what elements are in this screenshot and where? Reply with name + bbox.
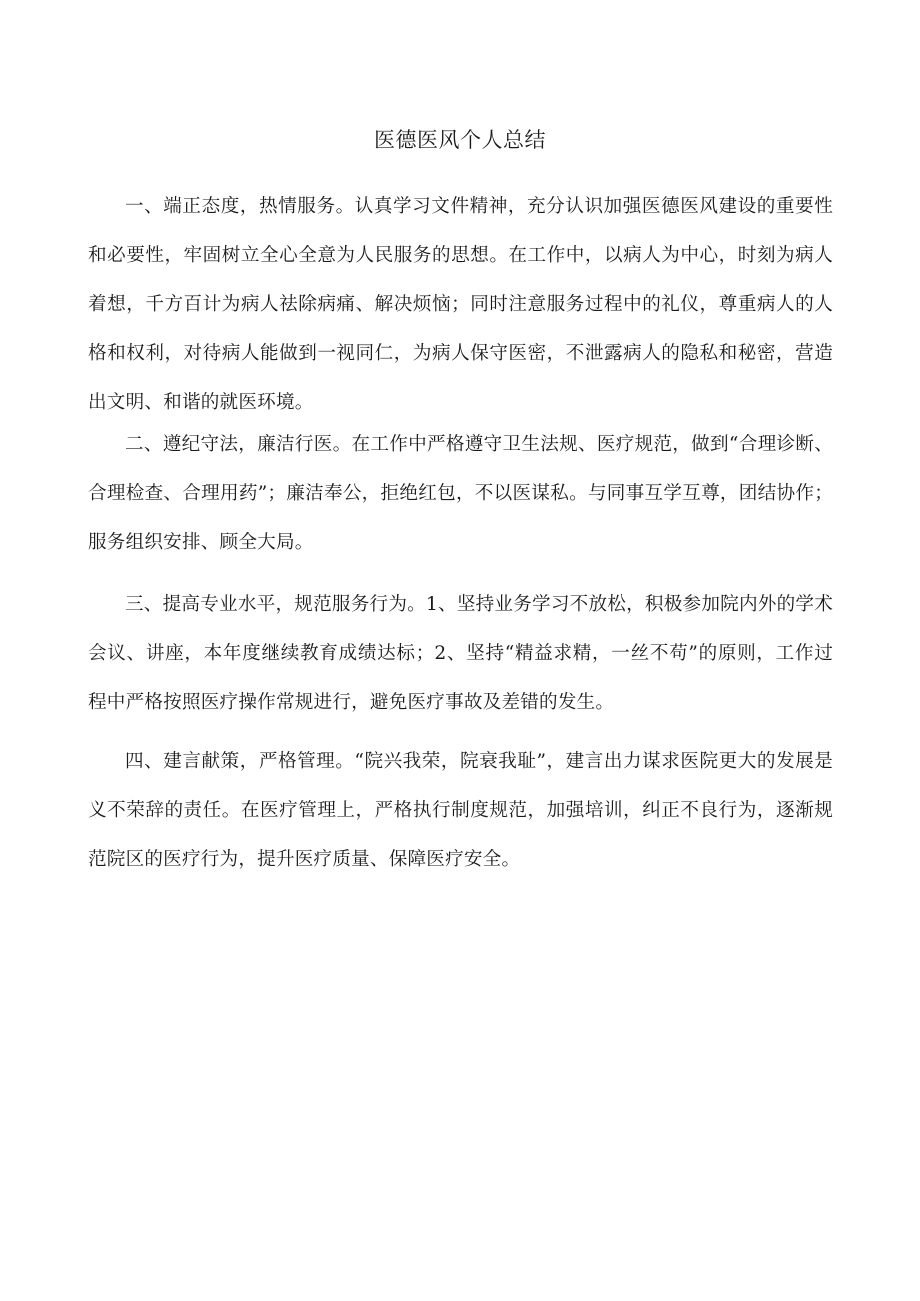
paragraph-1: 一、端正态度，热情服务。认真学习文件精神，充分认识加强医德医风建设的重要性和必要性，牢固树立全心全意为人民服务的思想。在工作中，以病人为中心，时刻为病人着想，千方百计为病人祛除病痛、解决烦恼；同时注意服务过程中的礼仪，尊重病人的人格和权利，对待病人能做到一视同仁，为病人保守医密，不泄露病人的隐私和秘密，营造出文明、和谐的就医环境。 [88, 196, 833, 413]
document-title: 医德医风个人总结 [374, 128, 546, 152]
paragraph-4: 四、建言献策，严格管理。“院兴我荣，院衰我耻”，建言出力谋求医院更大的发展是义不荣辞的责任。在医疗管理上，严格执行制度规范，加强培训，纠正不良行为，逐渐规范院区的医疗行为，提升医疗质量、保障医疗安全。 [88, 751, 833, 870]
paragraph-2: 二、遵纪守法，廉洁行医。在工作中严格遵守卫生法规、医疗规范，做到“合理诊断、合理检查、合理用药”；廉洁奉公，拒绝红包，不以医谋私。与同事互学互尊，团结协作；服务组织安排、顾全大局。 [88, 434, 833, 553]
paragraph-3: 三、提高专业水平，规范服务行为。1、坚持业务学习不放松，积极参加院内外的学术会议、讲座，本年度继续教育成绩达标；2、坚持“精益求精，一丝不苟”的原则，工作过程中严格按照医疗操作常规进行，避免医疗事故及差错的发生。 [88, 594, 833, 713]
